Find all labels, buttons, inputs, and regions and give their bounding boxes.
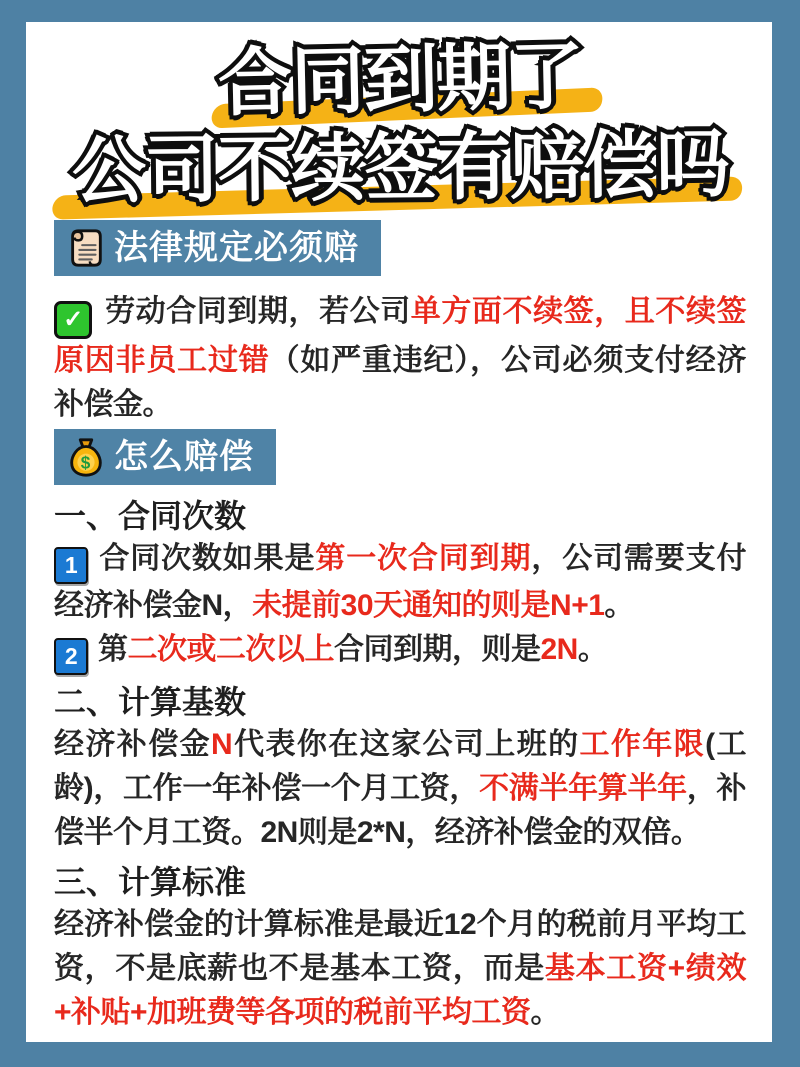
title-text-1: 合同到期了: [216, 34, 584, 125]
text-run-black: 合同到期，则是: [334, 633, 541, 666]
text-run-black: 合同次数如果是: [98, 542, 316, 575]
list-item-1: [54, 537, 746, 628]
text-run-red: 2N: [540, 633, 578, 666]
keycap-2-number: 2: [64, 643, 78, 669]
scroll-icon: [66, 227, 106, 269]
text-run-black: 第: [98, 633, 128, 666]
keycap-2-icon: [54, 638, 88, 675]
text-run-black: 代表你在这家公司上班的: [232, 728, 580, 761]
law-paragraph: [54, 290, 746, 427]
keycap-1-icon: [54, 547, 88, 584]
keycap-1-number: 1: [64, 552, 78, 578]
item-2-text: [98, 633, 607, 666]
text-run-red: 基本工资+绩效+补贴+加班费等各项的税前平均工资: [54, 952, 746, 1029]
heading-calc-standard: 三、计算标准: [54, 864, 247, 900]
text-run-black: 经济补偿金: [54, 728, 212, 761]
text-run-black: 。: [577, 633, 608, 666]
calc-base-paragraph: [54, 723, 746, 855]
compensation-section-badge: [54, 429, 276, 485]
text-run-black: 经济补偿金的计算标准是最近12个月的税前月平均工资，不是底薪也不是基本工资，而是: [54, 908, 746, 985]
title-line-1: [217, 32, 584, 128]
text-run-black: ，补偿半个月工资。2N则是2*N，经济补偿金的双倍。: [54, 772, 747, 849]
list-item-2: [54, 628, 746, 675]
calc-standard-paragraph: [54, 903, 746, 1035]
text-run-black: ，公司需要支付经济补偿金N，: [54, 542, 747, 622]
text-run-red: 单方面不续签，且不续签原因非员工过错: [54, 295, 747, 377]
text-run-red: 未提前30天通知的则是N+1: [252, 589, 605, 622]
text-run-black: 。: [604, 589, 634, 622]
law-section-badge: [54, 220, 381, 276]
text-run-red: 工作年限: [579, 728, 706, 761]
heading-calc-base: 二、计算基数: [54, 684, 247, 720]
page-title: [54, 36, 746, 212]
text-run-red: N: [211, 728, 233, 761]
poster-card: [26, 22, 772, 1042]
law-badge-label: 法律规定必须赔: [114, 229, 359, 267]
text-run-red: 二次或二次以上: [127, 633, 334, 666]
text-run-red: 第一次合同到期: [315, 542, 532, 575]
poster-content: [26, 22, 772, 1035]
section-compensation: [54, 429, 746, 485]
title-text-2: 公司不续签有赔偿吗: [71, 122, 729, 213]
text-run-black: 。: [530, 996, 561, 1029]
title-line-2: [71, 121, 729, 216]
check-icon: [54, 301, 92, 339]
text-run-black: 劳动合同到期，若公司: [104, 295, 411, 328]
money-bag-icon: [66, 436, 106, 478]
text-run-black: (工龄)，工作一年补偿一个月工资，: [54, 728, 747, 805]
compensation-badge-label: 怎么赔偿: [114, 438, 254, 476]
law-paragraph-text: [54, 295, 746, 421]
text-run-black: （如严重违纪），公司必须支付经济补偿金。: [54, 344, 747, 421]
heading-contract-count: 一、合同次数: [54, 498, 247, 534]
item-1-text: [54, 542, 746, 622]
check-glyph: ✓: [63, 306, 83, 333]
svg-text:$: $: [80, 452, 92, 473]
section-law: [54, 220, 746, 276]
text-run-red: 不满半年算半年: [479, 772, 687, 805]
